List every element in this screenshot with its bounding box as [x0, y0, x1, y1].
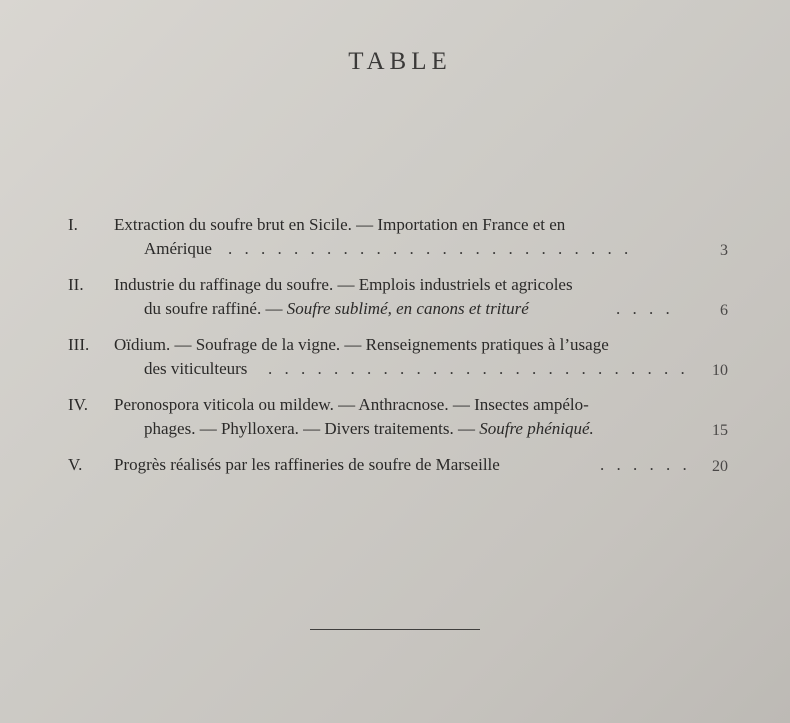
chapter-number: V.: [68, 455, 83, 474]
page-number: 3: [720, 242, 728, 259]
toc-entry: [68, 273, 728, 321]
chapter-title: Industrie du raffinage du soufre. — Emplois industriels et agricoles: [114, 275, 573, 294]
page-number: 20: [712, 458, 728, 475]
page-title: TABLE: [348, 48, 452, 75]
chapter-title: Extraction du soufre brut en Sicile. — Importation en France et en: [114, 215, 566, 234]
toc-entry: [68, 333, 728, 381]
chapter-number: IV.: [68, 395, 88, 414]
page-number: 10: [712, 362, 728, 379]
page-number: 15: [712, 422, 728, 439]
chapter-title: Progrès réalisés par les raffineries de soufre de Marseille: [114, 455, 500, 474]
toc-entry: [68, 213, 728, 261]
dot-leader: . . . . . .: [600, 455, 691, 474]
chapter-number: II.: [68, 275, 84, 294]
toc-entry: [68, 453, 728, 477]
chapter-number: III.: [68, 335, 90, 354]
chapter-title-continued: Amérique: [144, 239, 212, 258]
chapter-title-continued: des viticulteurs: [144, 359, 248, 378]
chapter-title-continued: phages. — Phylloxera. — Divers traitements. —: [144, 419, 480, 438]
chapter-title-continued: du soufre raffiné. —: [144, 299, 287, 318]
chapter-title: Oïdium. — Soufrage de la vigne. — Renseignements pratiques à l’usage: [114, 335, 609, 354]
chapter-number: I.: [68, 215, 78, 234]
dot-leader: . . . .: [616, 299, 674, 318]
table-of-contents: [68, 213, 728, 489]
page-number: 6: [720, 302, 728, 319]
chapter-title: Peronospora viticola ou mildew. — Anthracnose. — Insectes ampélo-: [114, 395, 589, 414]
closing-rule: [310, 629, 480, 630]
toc-entry: [68, 393, 728, 441]
chapter-subtitle-italic: Soufre sublimé, en canons et trituré: [286, 299, 529, 318]
dot-leader: . . . . . . . . . . . . . . . . . . . . . . . . .: [228, 239, 633, 258]
dot-leader: . . . . . . . . . . . . . . . . . . . . . . . . . .: [268, 359, 689, 378]
chapter-subtitle-italic: Soufre phéniqué.: [479, 419, 594, 438]
